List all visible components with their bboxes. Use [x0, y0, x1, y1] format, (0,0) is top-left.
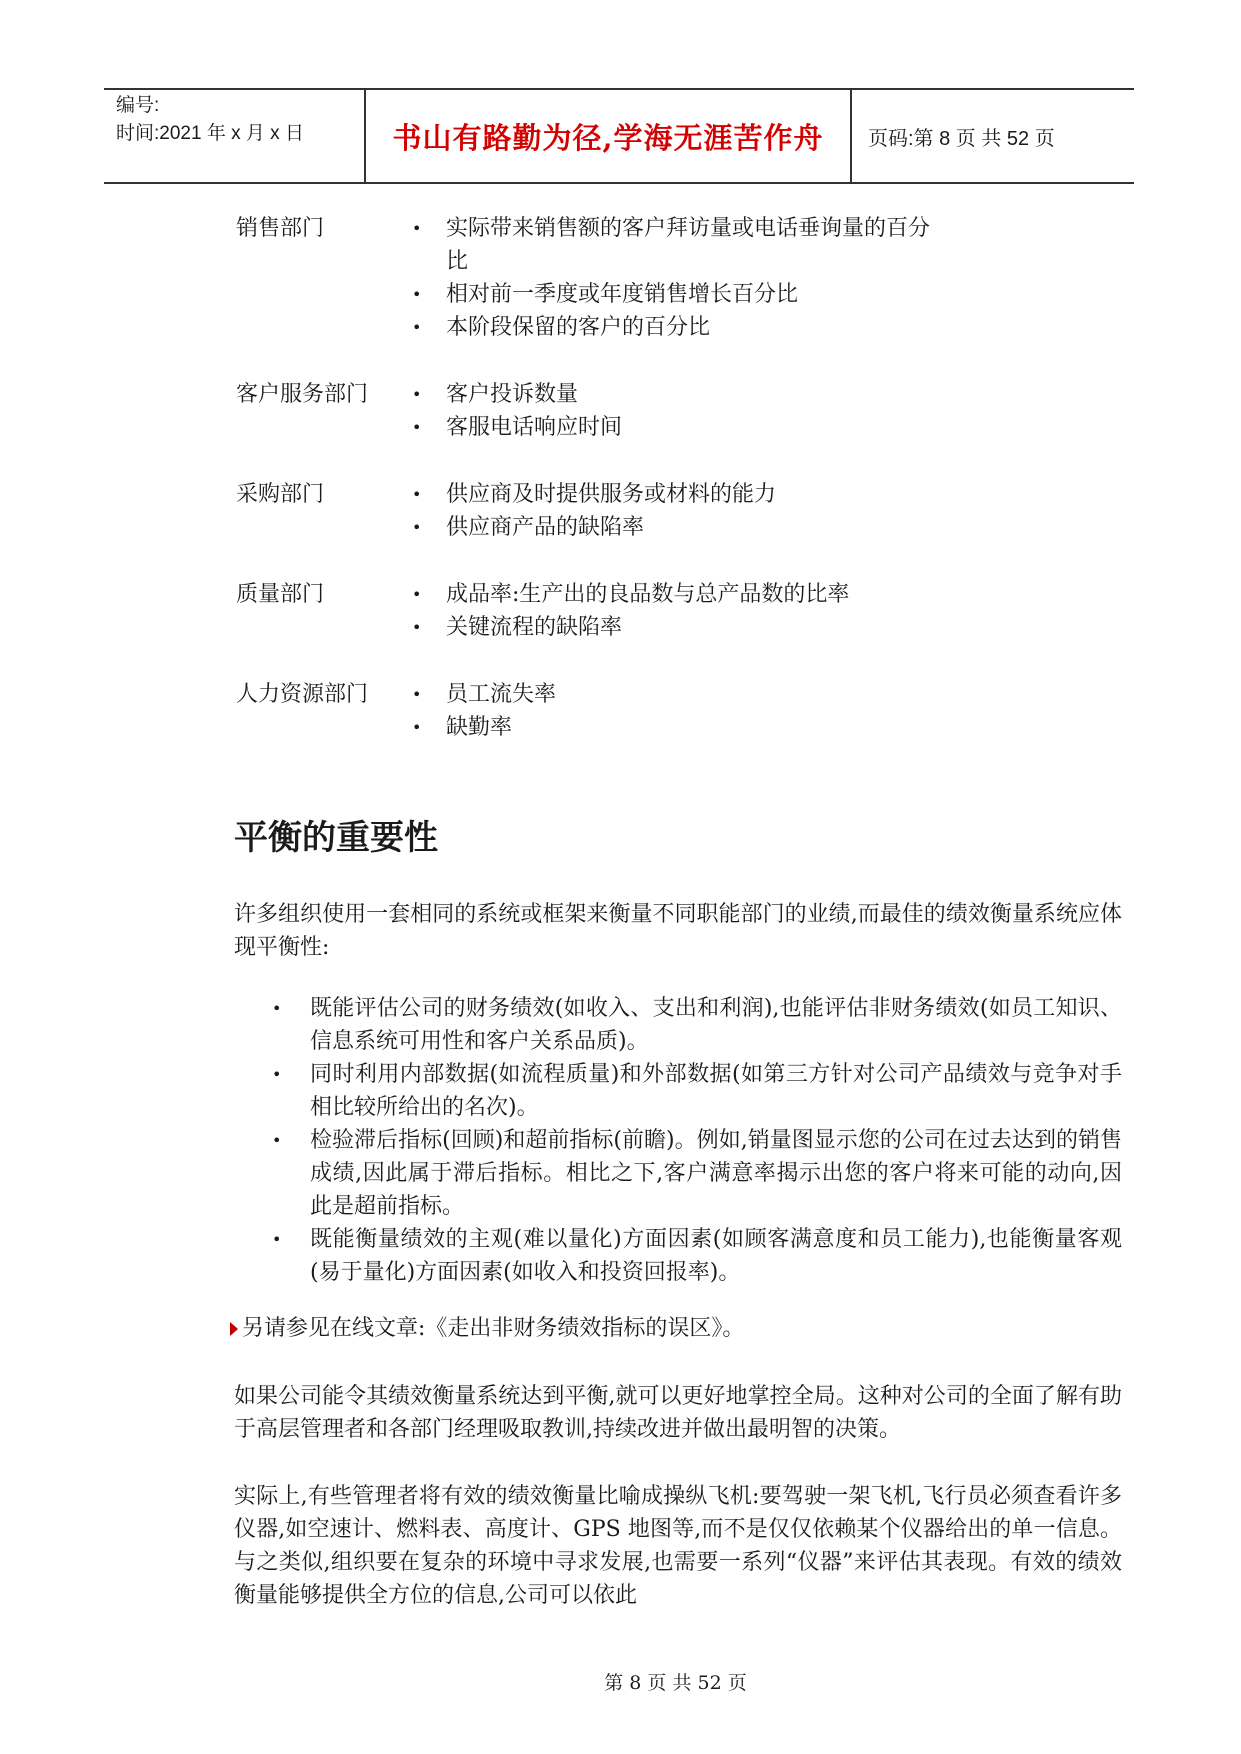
- header-page-number: 页码:第 8 页 共 52 页: [868, 127, 1055, 150]
- bullet-icon: •: [412, 685, 422, 704]
- dept-metric-list: [412, 478, 972, 544]
- doc-number-label: 编号:: [116, 95, 160, 116]
- dept-name: 销售部门: [236, 216, 325, 241]
- body-paragraph: 实际上,有些管理者将有效的绩效衡量比喻成操纵飞机:要驾驶一架飞机,飞行员必须查看许多仪器,如空速计、燃料表、高度计、GPS 地图等,而不是仅仅依赖某个仪器给出的单一信息。与之类似,组织要在复杂的环境中寻求发展,也需要一系列“仪器”来评估其表现。有效的绩效衡量能够提供全方位的信息,公司可以依此: [234, 1484, 1122, 1608]
- dept-name: 客户服务部门: [236, 382, 369, 407]
- header-motto-cell: [366, 90, 852, 182]
- page-header: [104, 88, 1134, 184]
- list-item: • 相对前一季度或年度销售增长百分比: [412, 278, 932, 311]
- see-also-link[interactable]: [230, 1312, 744, 1345]
- header-meta: [104, 90, 366, 182]
- dept-metric-list: [412, 578, 972, 644]
- dept-name: 质量部门: [236, 582, 325, 607]
- list-item: • 既能评估公司的财务绩效(如收入、支出和利润),也能评估非财务绩效(如员工知识、信息系统可用性和客户关系品质)。: [272, 992, 1122, 1058]
- list-item: • 客户投诉数量: [412, 378, 972, 411]
- dept-metric-list: [412, 212, 932, 344]
- bullet-icon: •: [272, 999, 282, 1018]
- dept-name: 人力资源部门: [236, 682, 369, 707]
- header-page-cell: [852, 90, 1134, 182]
- list-item: • 本阶段保留的客户的百分比: [412, 311, 932, 344]
- bullet-icon: •: [412, 485, 422, 504]
- list-item: • 同时利用内部数据(如流程质量)和外部数据(如第三方针对公司产品绩效与竞争对手相比较所给出的名次)。: [272, 1058, 1122, 1124]
- bullet-icon: •: [412, 385, 422, 404]
- bullet-icon: •: [272, 1065, 282, 1084]
- list-item: • 供应商产品的缺陷率: [412, 511, 972, 544]
- bullet-icon: •: [412, 418, 422, 437]
- bullet-icon: •: [272, 1131, 282, 1150]
- list-item: • 既能衡量绩效的主观(难以量化)方面因素(如顾客满意度和员工能力),也能衡量客观(易于量化)方面因素(如收入和投资回报率)。: [272, 1223, 1122, 1289]
- list-item: • 缺勤率: [412, 711, 972, 744]
- dept-name: 采购部门: [236, 482, 325, 507]
- bullet-icon: •: [412, 318, 422, 337]
- body-paragraph: 如果公司能令其绩效衡量系统达到平衡,就可以更好地掌控全局。这种对公司的全面了解有助于高层管理者和各部门经理吸取教训,持续改进并做出最明智的决策。: [234, 1384, 1122, 1442]
- bullet-icon: •: [412, 618, 422, 637]
- list-item: • 成品率:生产出的良品数与总产品数的比率: [412, 578, 972, 611]
- list-item: • 关键流程的缺陷率: [412, 611, 972, 644]
- intro-paragraph: 许多组织使用一套相同的系统或框架来衡量不同职能部门的业绩,而最佳的绩效衡量系统应体现平衡性:: [234, 902, 1122, 960]
- bullet-icon: •: [412, 219, 422, 238]
- dept-metric-list: [412, 678, 972, 744]
- bullet-icon: •: [412, 718, 422, 737]
- bullet-icon: •: [412, 285, 422, 304]
- list-item: • 检验滞后指标(回顾)和超前指标(前瞻)。例如,销量图显示您的公司在过去达到的销售成绩,因此属于滞后指标。相比之下,客户满意率揭示出您的客户将来可能的动向,因此是超前指标。: [272, 1124, 1122, 1223]
- list-item: • 员工流失率: [412, 678, 972, 711]
- header-motto: 书山有路勤为径,学海无涯苦作舟: [392, 120, 824, 155]
- section-title: 平衡的重要性: [234, 818, 438, 858]
- list-item: • 客服电话响应时间: [412, 411, 972, 444]
- page-footer: 第 8 页 共 52 页: [604, 1672, 747, 1694]
- list-item: • 实际带来销售额的客户拜访量或电话垂询量的百分比: [412, 212, 932, 278]
- doc-date-label: 时间:2021 年 x 月 x 日: [116, 123, 304, 144]
- bullet-icon: •: [412, 518, 422, 537]
- bullet-icon: •: [412, 585, 422, 604]
- dept-metric-list: [412, 378, 972, 444]
- list-item: • 供应商及时提供服务或材料的能力: [412, 478, 972, 511]
- balance-criteria-list: [272, 992, 1122, 1289]
- see-also-text: 另请参见在线文章:《走出非财务绩效指标的误区》。: [242, 1316, 745, 1341]
- red-triangle-arrow-icon: [230, 1322, 238, 1336]
- bullet-icon: •: [272, 1230, 282, 1249]
